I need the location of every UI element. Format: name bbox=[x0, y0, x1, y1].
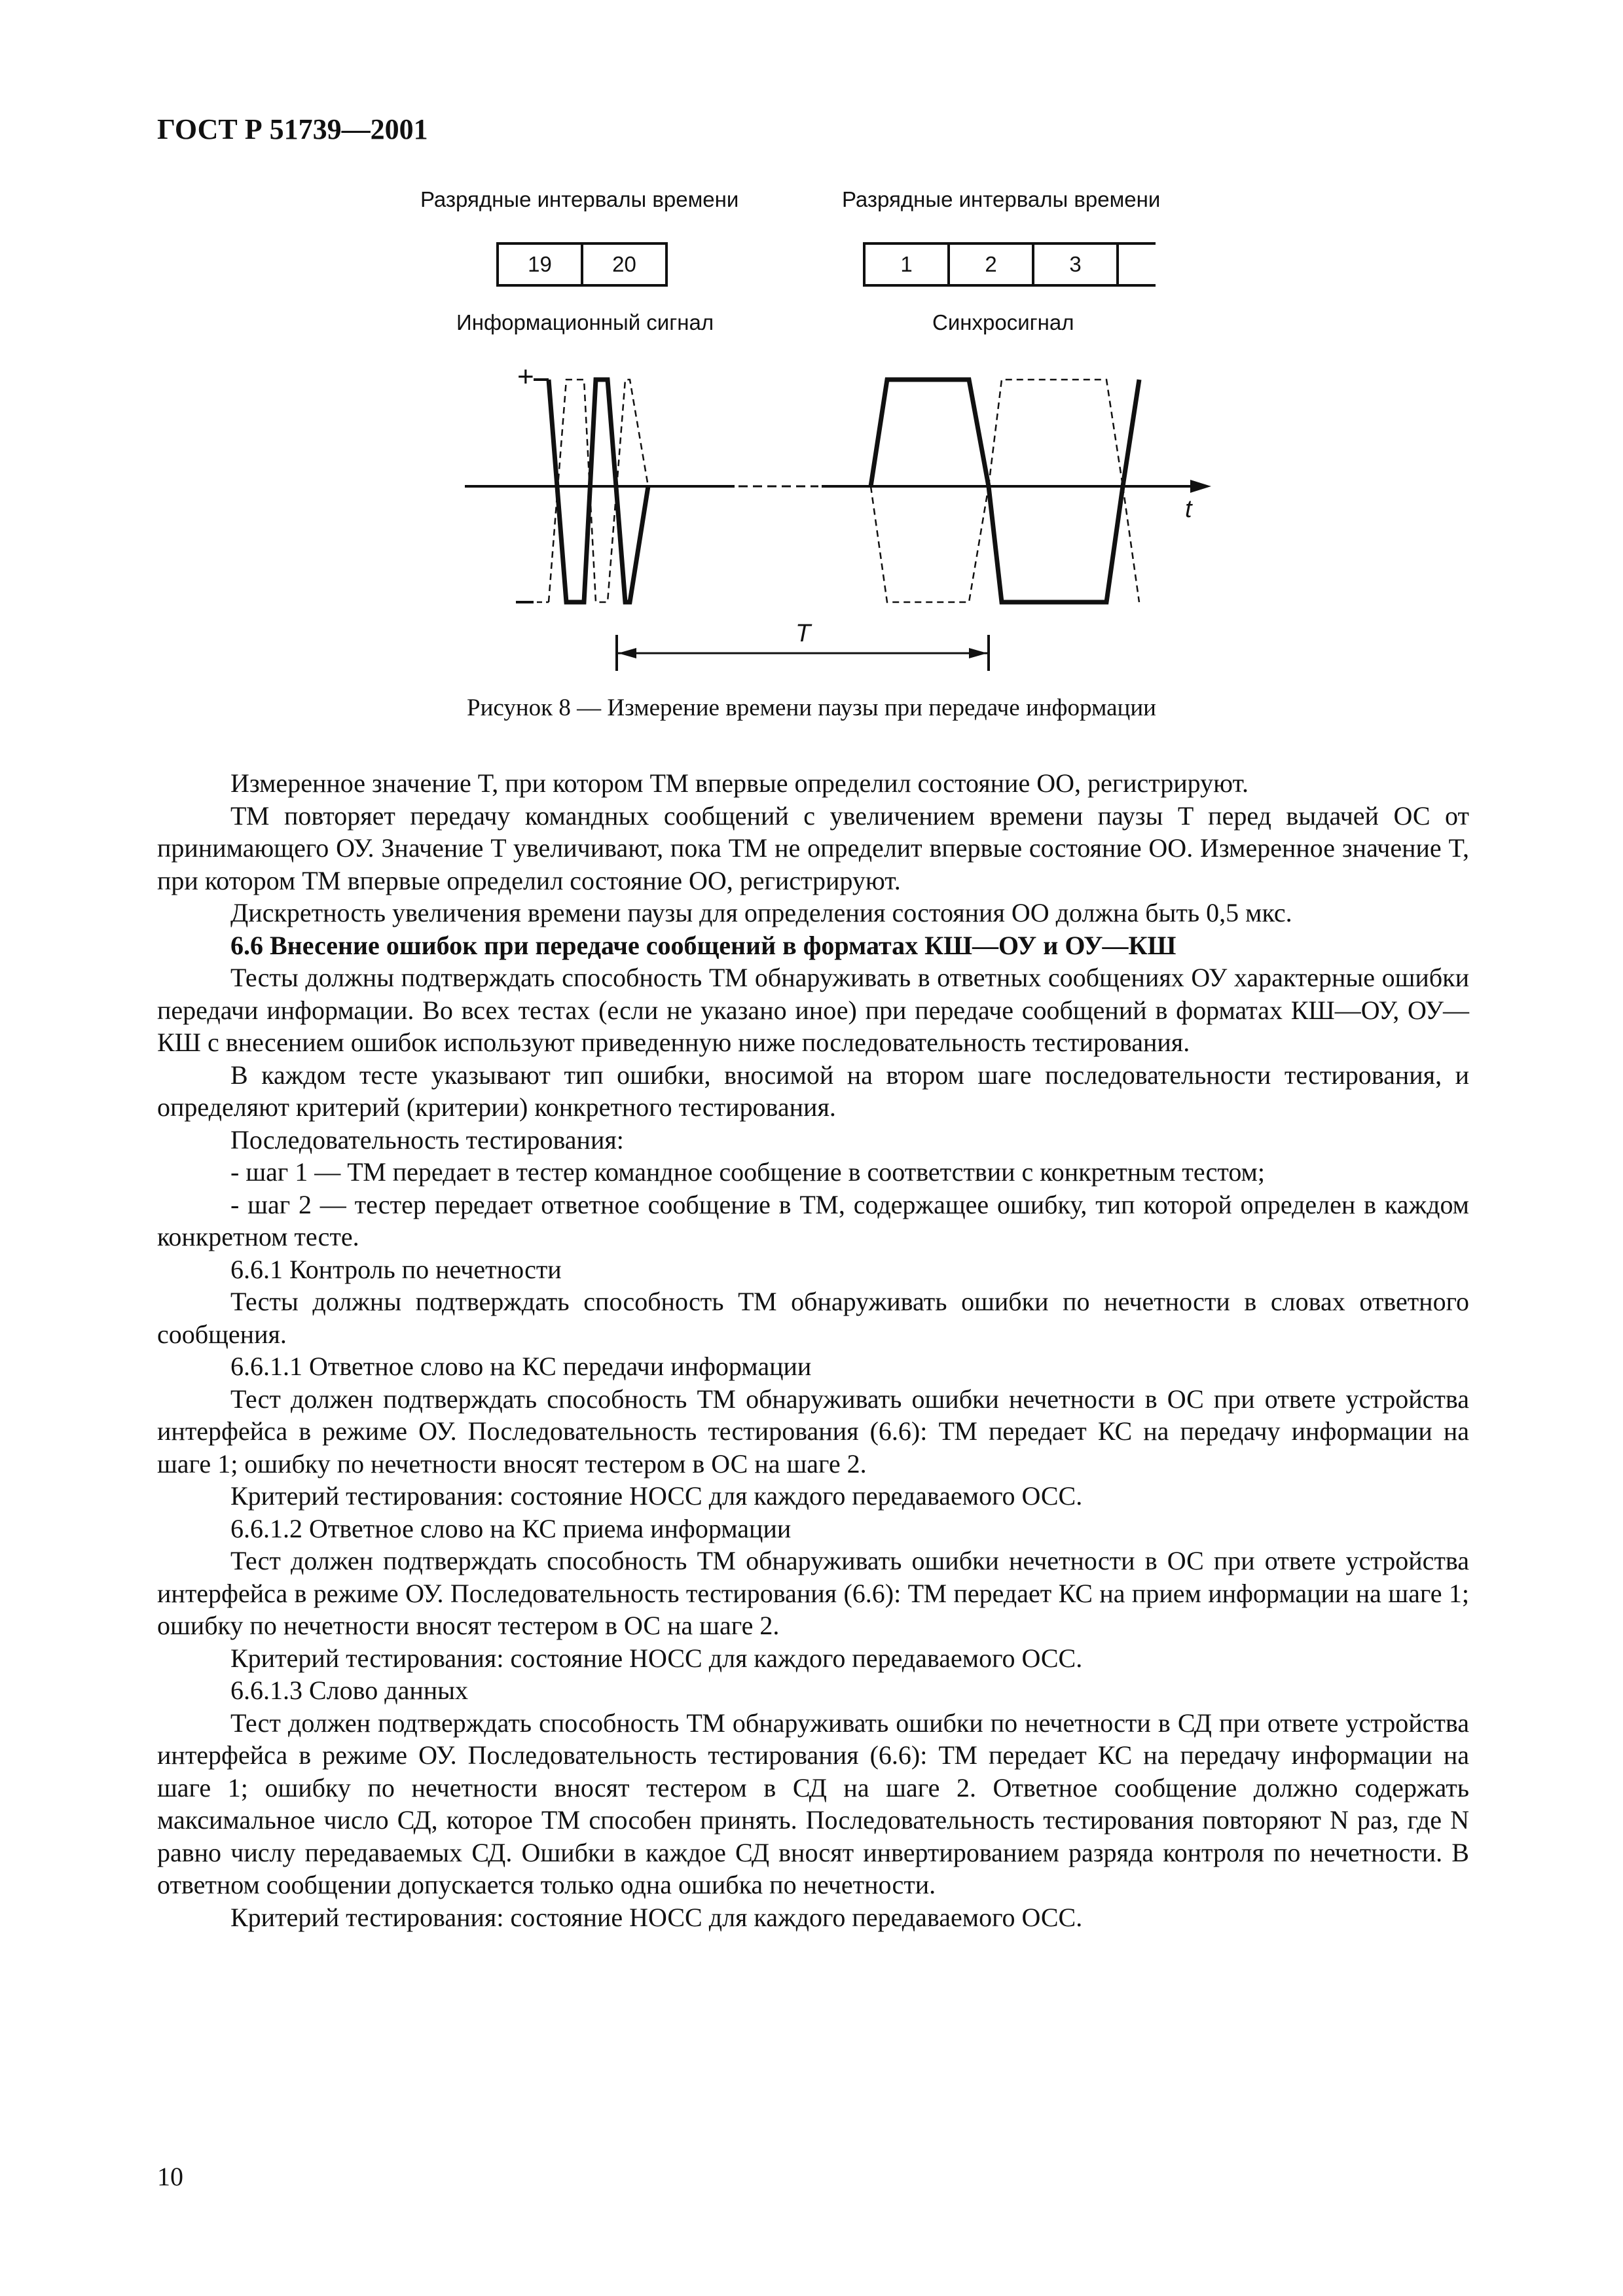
sync-signal-label: Синхросигнал bbox=[932, 310, 1074, 334]
section-heading-6-6-1-1: 6.6.1.1 Ответное слово на КС передачи информации bbox=[230, 1352, 812, 1381]
bit-cell-20: 20 bbox=[612, 252, 636, 276]
paragraph-6: Последовательность тестирования: bbox=[230, 1124, 624, 1155]
t-axis-label: t bbox=[1185, 495, 1192, 523]
standard-header: ГОСТ Р 51739—2001 bbox=[157, 113, 428, 145]
paragraph-12: Тест должен подтверждать способность ТМ обнаруживать ошибки нечетности в ОС при ответе устройства интерфейса в режиме ОУ. Последовательность тестирования (6.6): ТМ передает КС на передачу информации на шаге 1; ошибку по нечетности вносят тестером в ОС на шаге 2. bbox=[157, 1384, 1469, 1479]
sync-signal-dashed-high bbox=[989, 380, 1123, 486]
bit-cell-2: 2 bbox=[950, 245, 1034, 284]
paragraph-10: Тесты должны подтверждать способность ТМ обнаруживать ошибки по нечетности в словах ответного сообщения. bbox=[157, 1287, 1469, 1349]
paragraph-19: Критерий тестирования: состояние НОСС для каждого передаваемого ОСС. bbox=[230, 1902, 1083, 1932]
section-heading-6-6-1-2: 6.6.1.2 Ответное слово на КС приема информации bbox=[230, 1513, 792, 1543]
body-text bbox=[157, 767, 1469, 1933]
section-heading-6-6-1-3: 6.6.1.3 Слово данных bbox=[230, 1676, 469, 1705]
paragraph-1: ТМ повторяет передачу командных сообщений с увеличением времени паузы T перед выдачей ОС от принимающего ОУ. Значение T увеличивают, пока ТМ не определит впервые состояние ОО. Измеренное значение T, при котором ТМ впервые определил состояние ОО, регистрируют. bbox=[157, 800, 1469, 895]
paragraph-15: Тест должен подтверждать способность ТМ обнаруживать ошибки нечетности в ОС при ответе устройства интерфейса в режиме ОУ. Последовательность тестирования (6.6): ТМ передает КС на прием информации на шаге 1; ошибку по нечетности вносят тестером в ОС на шаге 2. bbox=[157, 1546, 1469, 1640]
step-2: - шаг 2 — тестер передает ответное сообщение в ТМ, содержащее ошибку, тип которой определен в каждом конкретном тесте. bbox=[157, 1189, 1469, 1251]
time-axis-arrow bbox=[1190, 480, 1211, 493]
pause-T-label: T bbox=[795, 620, 811, 647]
right-bit-intervals bbox=[863, 242, 1156, 287]
info-signal-label: Информационный сигнал bbox=[456, 310, 714, 334]
paragraph-13: Критерий тестирования: состояние НОСС для каждого передаваемого ОСС. bbox=[230, 1481, 1083, 1511]
sync-signal-solid-low bbox=[989, 486, 1123, 602]
plus-label: + bbox=[517, 361, 534, 393]
paragraph-0: Измеренное значение T, при котором ТМ впервые определил состояние ОО, регистрируют. bbox=[230, 768, 1249, 798]
sync-signal-dashed-low bbox=[871, 486, 989, 602]
page-number: 10 bbox=[157, 2162, 183, 2191]
section-heading-6-6-1: 6.6.1 Контроль по нечетности bbox=[230, 1254, 562, 1284]
signal-timing-diagram bbox=[458, 353, 1244, 694]
paragraph-18: Тест должен подтверждать способность ТМ обнаруживать ошибки по нечетности в СД при ответе устройства интерфейса в режиме ОУ. Последовательность тестирования (6.6): ТМ передает КС на передачу информации на шаге 1; ошибку по нечетности вносят тестером в СД на шаге 2. Ответное сообщение должно содержать максимальное число СД, которое ТМ способен принять. Последовательность тестирования повторяют N раз, где N равно числу передаваемых СД. Ошибки в каждое СД вносят инвертированием разряда контроля по нечетности. В ответном сообщении допускается только одна ошибка по нечетности. bbox=[157, 1708, 1469, 1899]
paragraph-16: Критерий тестирования: состояние НОСС для каждого передаваемого ОСС. bbox=[230, 1643, 1083, 1673]
right-block-title: Разрядные интервалы времени bbox=[842, 187, 1161, 211]
paragraph-2: Дискретность увеличения времени паузы для определения состояния ОО должна быть 0,5 мкс. bbox=[230, 898, 1292, 927]
bit-cell-19: 19 bbox=[499, 245, 583, 284]
sync-signal-solid-high bbox=[871, 380, 989, 486]
paragraph-5: В каждом тесте указывают тип ошибки, вносимой на втором шаге последовательности тестирования, и определяют критерий (критерии) конкретного тестирования. bbox=[157, 1060, 1469, 1122]
left-bit-intervals bbox=[496, 242, 668, 287]
section-heading-6-6: 6.6 Внесение ошибок при передаче сообщений в форматах КШ—ОУ и ОУ—КШ bbox=[230, 930, 1176, 960]
paragraph-4: Тесты должны подтверждать способность ТМ обнаруживать в ответных сообщениях ОУ характерные ошибки передачи информации. Во всех тестах (если не указано иное) при передаче сообщений в форматах КШ—ОУ, ОУ—КШ с внесением ошибок используют приведенную ниже последовательность тестирования. bbox=[157, 963, 1469, 1057]
bit-cell-continuation bbox=[1119, 245, 1156, 284]
figure-caption: Рисунок 8 — Измерение времени паузы при передаче информации bbox=[467, 694, 1156, 721]
bit-cell-3: 3 bbox=[1034, 245, 1119, 284]
left-block-title: Разрядные интервалы времени bbox=[420, 187, 739, 211]
bit-cell-1: 1 bbox=[866, 245, 950, 284]
step-1: - шаг 1 — ТМ передает в тестер командное сообщение в соответствии с конкретным тестом; bbox=[230, 1157, 1265, 1187]
